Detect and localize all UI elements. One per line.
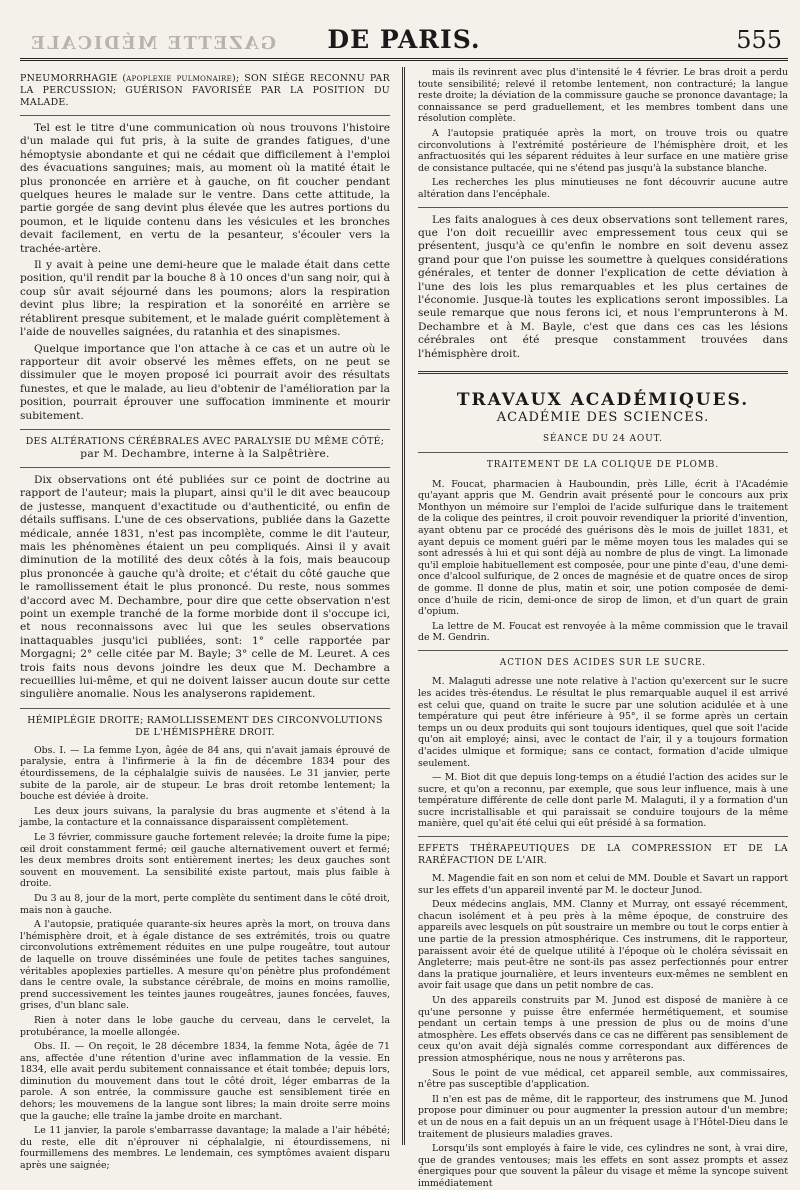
rubric-compression: EFFETS THÉRAPEUTIQUES DE LA COMPRESSION ET DE LA RARÉFACTION DE L'AIR. [418, 843, 788, 867]
divider [418, 452, 788, 453]
observation-paragraph: Le 11 janvier, la parole s'embarrasse davantage; la malade a l'air hébété; du reste, elle dit n'éprouver ni céphalalgie, ni étourdissemens, ni fourmillemens des membres. Le lendemain, ces symptômes avaient disparu après une saignée; [20, 1125, 390, 1172]
divider [20, 429, 390, 430]
observation-paragraph: A l'autopsie, pratiquée quarante-six heures après la mort, on trouva dans l'hémisphère droit, et à égale distance de ses extrémités, trois ou quatre circonvolutions extrêmement réduites en une pulpe rougeâtre, tout autour de laquelle on trouve disséminées une foule de petites taches sanguines, véritables apoplexies partielles. A mesure qu'on pénètre plus profondément dans le centre ovale, la substance cérébrale, de moins en moins ramollie, prend successivement les teintes jaunes rougeâtres, jaunes foncées, fauves, grises, d'un blanc sale. [20, 919, 390, 1012]
academy-title: ACADÉMIE DES SCIENCES. [496, 410, 710, 426]
observation-paragraph: Du 3 au 8, jour de la mort, perte complète du sentiment dans le côté droit, mais non à gauche. [20, 892, 390, 916]
rubric-author: par M. Dechambre, interne à la Salpêtrière. [80, 447, 330, 460]
academy-reports [418, 479, 788, 1190]
rubric-colique: TRAITEMENT DE LA COLIQUE DE PLOMB. [486, 460, 720, 471]
page-title: DE PARIS. [327, 25, 481, 54]
paragraph: Il y avait à peine une demi-heure que le malade était dans cette position, qu'il rendit par la bouche 8 à 10 onces d'un sang noir, qui à coup sûr avait séjourné dans les poumons; alors la respiration devint plus libre; la respiration et la sonoréité en arrière se rétablirent presque subitement, et le malade guérit complètement à l'aide de nouvelles saignées, du ratanhia et des sinapismes. [20, 259, 390, 339]
session-date: SÉANCE DU 24 AOUT. [542, 433, 664, 444]
rubric-acides: ACTION DES ACIDES SUR LE SUCRE. [499, 657, 707, 668]
rubric-pneumorrhagie: PNEUMORRHAGIE (apoplexie pulmonaire); SON SIÉGE RECONNU PAR LA PERCUSSION; GUÉRISON FAVORISÉE PAR LA POSITION DU MALADE. [20, 73, 390, 108]
observation-paragraph: Obs. I. — La femme Lyon, âgée de 84 ans, qui n'avait jamais éprouvé de paralysie, entra à l'infirmerie à la fin de décembre 1834 pour des étourdissemens, de la céphalalgie suivis de nausées. Le 31 janvier, perte subite de la parole, air de stupeur. Le bras droit retombe lentement; la bouche est déviée à droite. [20, 744, 390, 803]
paragraph: Quelque importance que l'on attache à ce cas et un autre où le rapporteur dit avoir observé les mêmes effets, on ne peut se dissimuler que le moyen proposé ici pourrait avoir des résultats funestes, et que le malade, au lieu d'obtenir de l'amélioration par la position, pourrait éprouver une suffocation imminente et mourir subitement. [20, 342, 390, 422]
observations-continued [418, 67, 788, 201]
observation-paragraph: Obs. II. — On reçoit, le 28 décembre 1834, la femme Nota, âgée de 71 ans, affectée d'une rétention d'urine avec inflammation de la vessie. En 1834, elle avait perdu subitement connaissance et était tombée; depuis lors, diminution du mouvement dans tout le côté droit, léger embarras de la parole. A son entrée, la commissure gauche est sensiblement tirée en dehors; les mouvemens de la langue sont libres; la main droite serre moins que la gauche; elle traîne la jambe droite en marchant. [20, 1041, 390, 1122]
rubric-hemiplegie: HÉMIPLÉGIE DROITE; RAMOLLISSEMENT DES CIRCONVOLUTIONS DE L'HÉMISPHÈRE DROIT. [27, 714, 383, 738]
rubric-title: DES ALTÉRATIONS CÉRÉBRALES AVEC PARALYSIE DU MÊME CÔTÉ; [25, 435, 385, 447]
report-paragraph: — M. Biot dit que depuis long-temps on a étudié l'action des acides sur le sucre, et qu'on a reconnu, par exemple, que sous leur influence, mais à une température différente de celle dont parle M. Malaguti, il y a formation d'un sucre incristallisable et qui paraissait se conduire toujours de la même manière, quel qu'ait été celui qui eût présidé à sa formation. [418, 772, 788, 830]
paragraph: Les faits analogues à ces deux observations sont tellement rares, que l'on doit recueillir avec empressement tous ceux qui se présentent, jusqu'à ce qu'enfin le nombre en soit devenu assez grand pour que l'on puisse les soumettre à quelques considérations générales, et tenter de donner l'explication de cette déviation à l'une des lois les plus remarquables et les plus certaines de l'économie. Jusque-là toutes les explications seront impossibles. La seule remarque que nous ferons ici, et nous l'emprunterons à M. Dechambre et à M. Bayle, c'est que dans ces cas les lésions cérébrales ont été presque constamment trouvées dans l'hémisphère droit. [418, 213, 788, 360]
report-paragraph: Lorsqu'ils sont employés à faire le vide, ces cylindres ne sont, à vrai dire, que de grandes ventouses; mais les effets en sont assez prompts et assez énergiques pour que souvent la pâleur du visage et même la syncope suivent immédiatement [418, 1143, 788, 1189]
section-title: TRAVAUX ACADÉMIQUES. [456, 390, 750, 410]
paragraph: Dix observations ont été publiées sur ce point de doctrine au rapport de l'auteur; mais la plupart, ainsi qu'il le dit avec beaucoup de justesse, manquent d'exactitude ou d'authenticité, ou enfin de détails suffisans. L'une de ces observations, publiée dans la Gazette médicale, année 1831, n'est pas incomplète, comme le dit l'auteur, mais les phénomènes étaient un peu compliqués. Ainsi il y avait diminution de la motilité des deux côtés à la fois, mais beaucoup plus prononcée à gauche qu'à droite; et c'était du côté gauche que le ramollissement était le plus prononcé. Du reste, nous sommes d'accord avec M. Dechambre, pour dire que cette observation n'est point un exemple tranché de la forme morbide dont il s'occupe ici, et nous reconnaissons avec lui que les seules observations inattaquables jusqu'ici publiées, sont: 1° celle rapportée par Morgagni; 2° celle citée par M. Bayle; 3° celle de M. Leuret. A ces trois faits nous devons joindre les deux que M. Dechambre a recueillies lui-même, et qui ne doivent laisser aucun doute sur cette singulière anomalie. Nous les analyserons rapidement. [20, 473, 390, 701]
page-header [20, 10, 788, 61]
divider [418, 836, 788, 837]
observation-paragraph: Rien à noter dans le lobe gauche du cerveau, dans le cervelet, la protubérance, la moelle allongée. [20, 1014, 390, 1038]
report-paragraph: M. Foucat, pharmacien à Hauboundin, près Lille, écrit à l'Académie qu'ayant appris que M. Gendrin avait présenté pour le concours aux prix Monthyon un mémoire sur l'emploi de l'acide sulfurique dans le traitement de la colique des peintres, il croit pouvoir revendiquer la priorité d'invention, ayant obtenu par ce procédé des guérisons dès le mois de juillet 1831, et ayant depuis ce moment guéri par le même moyen tous les malades qui se sont adressés à lui et qui sont déjà au nombre de plus de vingt. La limonade qu'il emploie habituellement est composée, pour une pinte d'eau, d'une demi-once d'alcool sulfurique, de 2 onces de magnésie et de quatre onces de sirop de gomme. Il donne de plus, matin et soir, une potion composée de demi-once d'huile de ricin, demi-once de sirop de limon, et d'un quart de grain d'opium. [418, 478, 788, 618]
report-paragraph: Un des appareils construits par M. Junod est disposé de manière à ce qu'une personne y puisse être enfermée hermétiquement, et soumise pendant un certain temps à une pression de plus ou de moins d'une atmosphère. Les effets observés dans ce cas ne diffèrent pas sensiblement de ceux qu'on avait déjà signalés comme correspondant aux différences de pression atmosphérique, nous ne nous y arrêterons pas. [418, 995, 788, 1064]
section-divider [418, 371, 788, 374]
rubric-alterations [20, 436, 390, 461]
report-paragraph: Sous le point de vue médical, cet appareil semble, aux commissaires, n'être pas susceptible d'application. [418, 1067, 788, 1091]
divider [418, 650, 788, 651]
observations [20, 745, 390, 1172]
divider [20, 708, 390, 709]
divider [20, 467, 390, 468]
report-paragraph: Deux médecins anglais, MM. Clanny et Murray, ont essayé récemment, chacun isolément et à peu près à la même époque, de construire des appareils avec lesquels on pût soustraire un membre ou tout le corps entier à une partie de la pression atmosphérique. Ces instrumens, dit le rapporteur, paraissent avoir été de quelque utilité à l'époque où le choléra sévissait en Angleterre; mais peut-être ne sont-ils pas assez perfectionnés pour entrer dans la pratique journalière, et leurs inventeurs eux-mêmes ne semblent en avoir fait usage que dans un petit nombre de cas. [418, 899, 788, 992]
observation-paragraph: Le 3 février, commissure gauche fortement relevée; la droite fume la pipe; œil droit constamment fermé; œil gauche alternativement ouvert et fermé; les deux membres droits sont entièrement inertes; les deux gauches sont souvent en mouvement. La sensibilité existe partout, mais plus faible à droite. [20, 832, 390, 890]
left-column [20, 67, 400, 1172]
paragraph: Tel est le titre d'une communication où nous trouvons l'histoire d'un malade qui fut pris, à la suite de grandes fatigues, d'une hémoptysie abondante et qui ne cédait que difficilement à l'emploi des évacuations sanguines; mais, au moment où la matité était le plus prononcée en arrière et à gauche, on fit coucher pendant quelques heures le malade sur le ventre. Dans cette attitude, la partie gorgée de sang devint plus élevée que les autres portions du poumon, et le liquide contenu dans les vésicules et les bronches devait facilement, en vertu de la pesanteur, s'écouler vers la trachée-artère. [20, 122, 390, 255]
right-column [408, 67, 788, 1189]
page-number: 555 [736, 26, 782, 54]
bleed-through-text: GAZETTE MÉDICALE [29, 33, 276, 54]
columns [20, 67, 788, 1189]
divider [418, 207, 788, 208]
observation-paragraph: mais ils revinrent avec plus d'intensité le 4 février. Le bras droit a perdu toute sensibilité; relevé il retombe lentement, non contracturé; la langue reste droite; la déviation de la commissure gauche se prononce davantage; la connaissance se perd graduellement, et les membres tombent dans une résolution complète. [418, 67, 788, 125]
column-divider [402, 67, 406, 1145]
report-paragraph: M. Malaguti adresse une note relative à l'action qu'exercent sur le sucre les acides très-étendus. Le résultat le plus remarquable auquel il est arrivé est celui que, quand on traite le sucre par une solution acidulée et à une température qui peut être inférieure à 95°, il se forme après un certain temps un ou deux produits qui sont toujours identiques, quel que soit l'acide qu'on ait employé; ainsi, avec le contact de l'air, il y a toujours formation d'acides ulmique et formique; sans ce contact, formation d'acide ulmique seulement. [418, 676, 788, 769]
report-paragraph: La lettre de M. Foucat est renvoyée à la même commission que le travail de M. Gendrin. [418, 620, 788, 644]
observation-paragraph: Les recherches les plus minutieuses ne font découvrir aucune autre altération dans l'encéphale. [418, 177, 788, 200]
report-paragraph: Il n'en est pas de même, dit le rapporteur, des instrumens que M. Junod propose pour diminuer ou pour augmenter la pression autour d'un membre; et un de nous en a fait depuis un an un fréquent usage à l'Hôtel-Dieu dans le traitement de plusieurs maladies graves. [418, 1093, 788, 1140]
observation-paragraph: A l'autopsie pratiquée après la mort, on trouve trois ou quatre circonvolutions à l'extrémité postérieure de l'hémisphère droit, et les anfractuosités qui les séparent réduites à leur surface en une matière grise de consistance pultacée, qui ne s'étend pas jusqu'à la substance blanche. [418, 127, 788, 174]
report-paragraph: M. Magendie fait en son nom et celui de MM. Double et Savart un rapport sur les effets d'un appareil inventé par M. le docteur Junod. [418, 873, 788, 896]
divider [20, 115, 390, 116]
observation-paragraph: Les deux jours suivans, la paralysie du bras augmente et s'étend à la jambe, la contacture et la connaissance disparaissent complètement. [20, 805, 390, 829]
